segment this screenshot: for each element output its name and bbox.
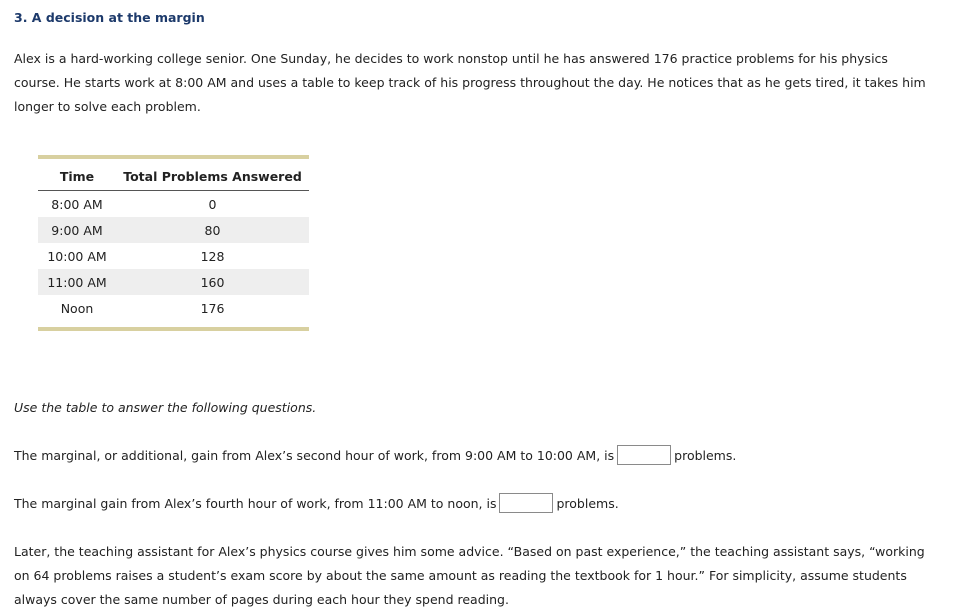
cell-total: 176 xyxy=(200,300,225,316)
header-total-problems: Total Problems Answered xyxy=(116,159,309,191)
question-1-unit: problems. xyxy=(674,448,737,463)
table-row xyxy=(38,217,309,243)
progress-table-container xyxy=(38,155,309,331)
cell-time: Noon xyxy=(60,300,94,316)
cell-time: 11:00 AM xyxy=(38,269,116,295)
question-2-text: The marginal gain from Alex’s fourth hour of work, from 11:00 AM to noon, is xyxy=(14,496,497,511)
cell-total: 0 xyxy=(208,196,217,212)
question-2-unit: problems. xyxy=(556,496,619,511)
question-title: 3. A decision at the margin xyxy=(14,10,205,25)
instruction-text: Use the table to answer the following questions. xyxy=(14,400,317,415)
question-1 xyxy=(14,444,934,468)
answer-input-fourth-hour[interactable] xyxy=(499,493,553,513)
table-row xyxy=(38,269,309,295)
answer-input-second-hour[interactable] xyxy=(617,445,671,465)
cell-time: 10:00 AM xyxy=(47,248,107,264)
cell-total: 160 xyxy=(116,269,309,295)
intro-paragraph: Alex is a hard-working college senior. One Sunday, he decides to work nonstop until he has answered 176 practice problems for his physics course. He starts work at 8:00 AM and uses a table to keep track of his progress throughout the day. He notices that as he gets tired, it takes him longer to solve each problem. xyxy=(14,51,926,114)
table-row xyxy=(38,191,309,218)
cell-total: 128 xyxy=(200,248,225,264)
later-paragraph: Later, the teaching assistant for Alex’s physics course gives him some advice. “Based on past experience,” the teaching assistant says, “working on 64 problems raises a student’s exam score by about the same amount as reading the textbook for 1 hour.” For simplicity, assume students always cover the same number of pages during each hour they spend reading. xyxy=(14,544,925,607)
header-time: Time xyxy=(38,159,116,191)
cell-time: 8:00 AM xyxy=(51,196,103,212)
progress-table xyxy=(38,159,309,327)
cell-total: 80 xyxy=(116,217,309,243)
table-header-row xyxy=(38,159,309,191)
table-row xyxy=(38,295,309,327)
question-1-text: The marginal, or additional, gain from Alex’s second hour of work, from 9:00 AM to 10:00 AM, is xyxy=(14,448,615,463)
question-2 xyxy=(14,492,934,516)
cell-time: 9:00 AM xyxy=(38,217,116,243)
table-row xyxy=(38,243,309,269)
